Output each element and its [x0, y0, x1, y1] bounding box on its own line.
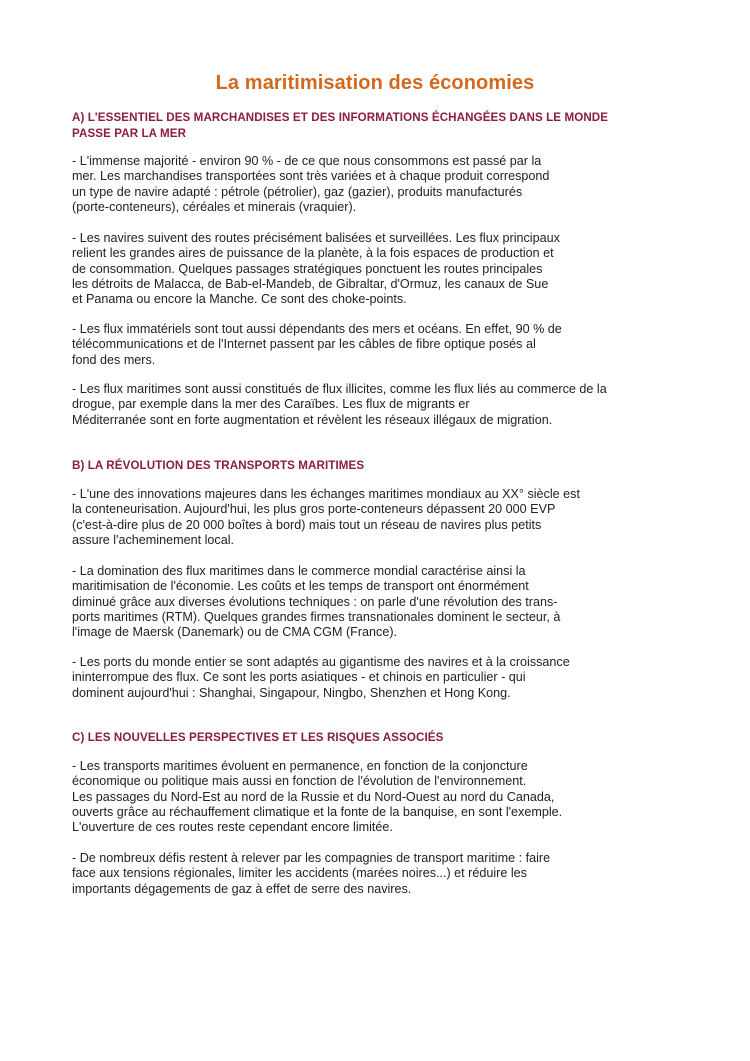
text-line: mer. Les marchandises transportées sont très variées et à chaque produit correspond	[72, 169, 550, 184]
text-line: ports maritimes (RTM). Quelques grandes firmes transnationales dominent le secteur, à	[72, 609, 561, 624]
paragraph-b2	[72, 564, 687, 640]
text-line: ouverts grâce au réchauffement climatique et la fonte de la banquise, en sont l'exemple.	[72, 804, 563, 819]
text-line: Les passages du Nord-Est au nord de la Russie et du Nord-Ouest au nord du Canada,	[72, 789, 555, 804]
paragraph-c1	[72, 759, 687, 835]
text-line: - L'une des innovations majeures dans les échanges maritimes mondiaux au XX° siècle est	[72, 487, 580, 501]
text-line: - De nombreux défis restent à relever par les compagnies de transport maritime : faire	[72, 851, 551, 865]
text-line: un type de navire adapté : pétrole (pétrolier), gaz (gazier), produits manufacturés	[72, 184, 523, 199]
text-line: - Les flux immatériels sont tout aussi dépendants des mers et océans. En effet, 90 % de	[72, 322, 562, 336]
section-heading-c	[72, 730, 682, 746]
text-line: de consommation. Quelques passages stratégiques ponctuent les routes principales	[72, 261, 543, 276]
paragraph-b1	[72, 487, 687, 548]
heading-line: A) L'ESSENTIEL DES MARCHANDISES ET DES INFORMATIONS ÉCHANGÉES DANS LE MONDE	[72, 111, 609, 124]
text-line: la conteneurisation. Aujourd'hui, les plus gros porte-conteneurs dépassent 20 000 EVP	[72, 502, 556, 517]
text-line: fond des mers.	[72, 352, 156, 367]
text-line: - L'immense majorité - environ 90 % - de ce que nous consommons est passé par la	[72, 154, 542, 168]
paragraph-a2	[72, 231, 687, 307]
paragraph-a1	[72, 154, 687, 215]
text-line: face aux tensions régionales, limiter les accidents (marées noires...) et réduire les	[72, 866, 527, 881]
text-line: (c'est-à-dire plus de 20 000 boîtes à bord) mais tout un réseau de navires plus petits	[72, 517, 542, 532]
text-line: relient les grandes aires de puissance de la planète, à la fois espaces de production et	[72, 246, 554, 261]
paragraph-a4	[72, 382, 687, 428]
text-line: - La domination des flux maritimes dans le commerce mondial caractérise ainsi la	[72, 564, 526, 578]
text-line: L'ouverture de ces routes reste cependant encore limitée.	[72, 820, 393, 835]
text-line: diminué grâce aux diverses évolutions techniques : on parle d'une révolution des trans-	[72, 594, 558, 609]
text-line: - Les navires suivent des routes précisément balisées et surveillées. Les flux principaux	[72, 231, 560, 245]
paragraph-b3	[72, 655, 687, 701]
text-line: dominent aujourd'hui : Shanghai, Singapour, Ningbo, Shenzhen et Hong Kong.	[72, 685, 511, 700]
text-line: télécommunications et de l'Internet passent par les câbles de fibre optique posés al	[72, 337, 536, 352]
section-heading-b	[72, 458, 682, 474]
text-line: drogue, par exemple dans la mer des Caraïbes. Les flux de migrants er	[72, 397, 470, 412]
text-line: - Les flux maritimes sont aussi constitués de flux illicites, comme les flux liés au commerce de la	[72, 382, 607, 396]
paragraph-c2	[72, 851, 687, 897]
paragraph-a3	[72, 322, 687, 368]
heading-line: PASSE PAR LA MER	[72, 127, 187, 140]
text-line: économique ou politique mais aussi en fonction de l'évolution de l'environnement.	[72, 774, 527, 789]
text-line: l'image de Maersk (Danemark) ou de CMA CGM (France).	[72, 625, 398, 640]
text-line: ininterrompue des flux. Ce sont les ports asiatiques - et chinois en particulier - qui	[72, 670, 526, 685]
text-line: maritimisation de l'économie. Les coûts et les temps de transport ont énormément	[72, 579, 529, 594]
text-line: et Panama ou encore la Manche. Ce sont des choke-points.	[72, 292, 407, 307]
text-line: assure l'acheminement local.	[72, 532, 235, 547]
heading-line: C) LES NOUVELLES PERSPECTIVES ET LES RISQUES ASSOCIÉS	[72, 731, 444, 744]
section-heading-a	[72, 110, 682, 142]
heading-line: B) LA RÉVOLUTION DES TRANSPORTS MARITIMES	[72, 459, 365, 472]
text-line: importants dégagements de gaz à effet de serre des navires.	[72, 881, 412, 896]
text-line: Méditerranée sont en forte augmentation et révèlent les réseaux illégaux de migration.	[72, 412, 553, 427]
text-line: - Les ports du monde entier se sont adaptés au gigantisme des navires et à la croissance	[72, 655, 570, 669]
text-line: les détroits de Malacca, de Bab-el-Mandeb, de Gibraltar, d'Ormuz, les canaux de Sue	[72, 276, 549, 291]
text-line: - Les transports maritimes évoluent en permanence, en fonction de la conjoncture	[72, 759, 528, 773]
text-line: (porte-conteneurs), céréales et minerais (vraquier).	[72, 199, 357, 214]
page-title: La maritimisation des économies	[215, 72, 535, 94]
